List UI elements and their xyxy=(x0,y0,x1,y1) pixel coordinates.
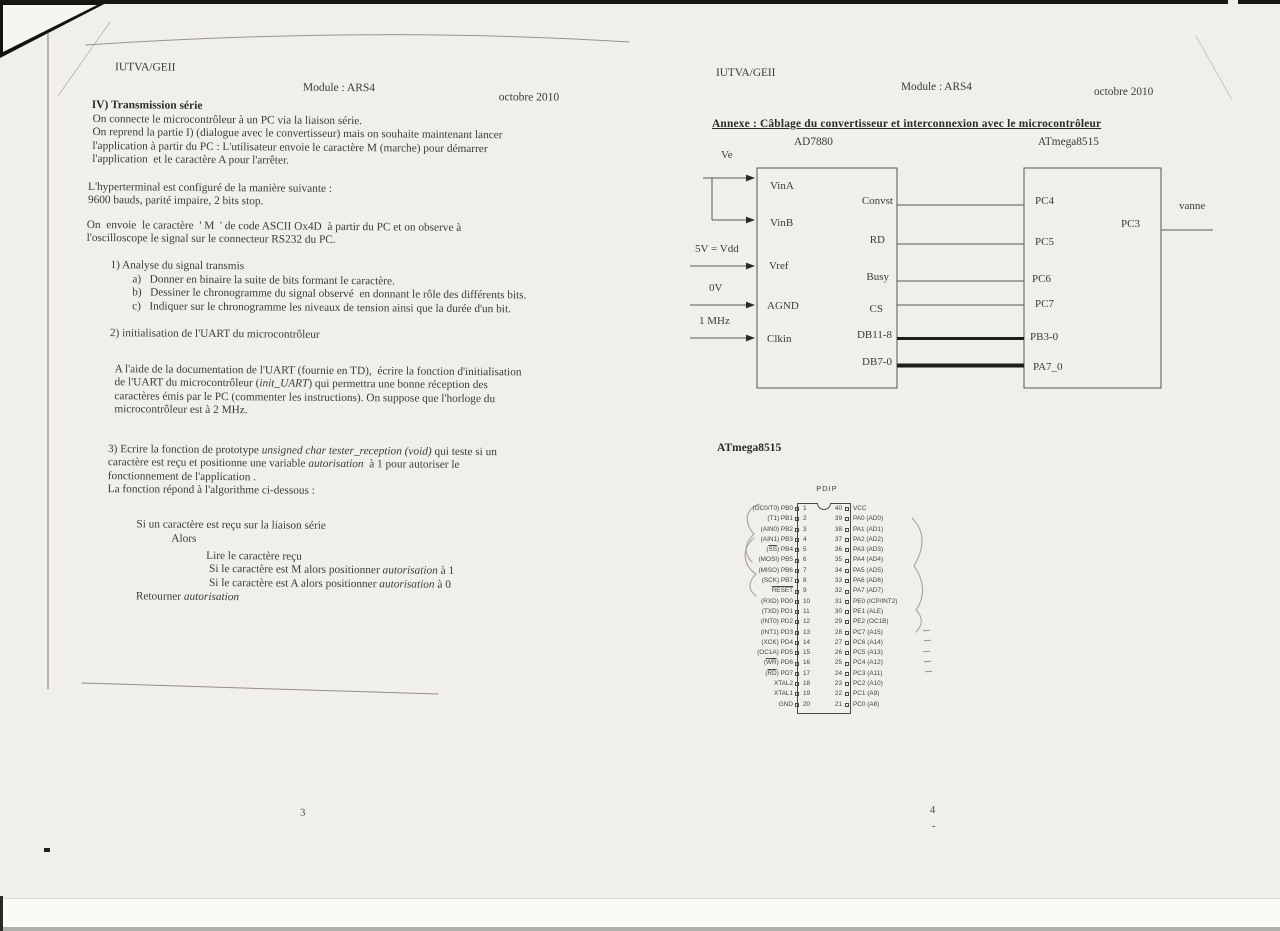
pin-label-right: PE0 (ICP/INT2) xyxy=(853,597,898,605)
pin-label-left: (AIN0) PB2 xyxy=(760,525,793,533)
pin-square-left xyxy=(795,528,799,532)
text-line: fonctionnement de l'application . xyxy=(107,469,257,484)
text-line: On envoie le caractère ' M ' de code ASCII Ox4D à partir du PC et on observe à xyxy=(86,218,462,234)
pin-label-left: $(\overline{WR})$ PD6 xyxy=(763,659,793,667)
pin-row xyxy=(735,597,990,607)
pin-square-left xyxy=(795,692,799,696)
pin-square-left xyxy=(795,548,799,552)
pin-square-left xyxy=(795,641,799,645)
pin-number-right: 35 xyxy=(834,556,842,564)
input-vdd-label: 5V = Vdd xyxy=(695,243,739,255)
pin-number-right: 23 xyxy=(834,679,842,687)
adc-name: AD7880 xyxy=(794,136,833,148)
text-line: l'application et le caractère A pour l'arrêter. xyxy=(92,153,289,167)
adc-pin-agnd: AGND xyxy=(767,300,799,312)
pin-label-right: PC5 (A13) xyxy=(853,649,883,657)
pin-number-right: 26 xyxy=(834,649,842,657)
arrowhead xyxy=(746,263,755,270)
pin-square-right xyxy=(845,662,849,666)
pin-label-right: PA2 (AD2) xyxy=(853,535,884,543)
pin-label-left: (INT0) PD2 xyxy=(760,618,793,626)
pin-number-right: 33 xyxy=(834,577,842,585)
pin-number-right: 40 xyxy=(834,504,842,512)
adc-pin-clkin: Clkin xyxy=(767,333,792,345)
pin-square-left xyxy=(795,682,799,686)
pin-number-left: 4 xyxy=(803,535,807,543)
pin-number-left: 5 xyxy=(803,546,807,554)
adc-pin-rd: RD xyxy=(869,234,885,246)
text-line: 9600 bauds, parité impaire, 2 bits stop. xyxy=(87,194,264,208)
text-line: On connecte le microcontrôleur à un PC via la liaison série. xyxy=(92,113,363,128)
pin-label-left: (RXD) PD0 xyxy=(761,597,793,605)
pin-row xyxy=(735,555,990,565)
pin-square-right xyxy=(845,620,849,624)
pin-number-right: 28 xyxy=(834,628,842,636)
pin-number-left: 11 xyxy=(803,607,810,615)
date-label: octobre 2010 xyxy=(498,91,560,104)
text-line: L'hyperterminal est configuré de la manière suivante : xyxy=(88,180,333,195)
org-label: IUTVA/GEII xyxy=(716,67,776,79)
pin-square-left xyxy=(795,590,799,594)
pin-number-right: 38 xyxy=(834,525,842,533)
module-label: Module : ARS4 xyxy=(302,81,376,95)
pin-label-left: (SCK) PB7 xyxy=(761,577,793,585)
pin-row xyxy=(735,648,990,658)
adc-pin-vinb: VinB xyxy=(770,217,794,229)
package-label: PDIP xyxy=(816,484,838,493)
pin-label-right: PC6 (A14) xyxy=(853,638,883,646)
text-line: Alors xyxy=(171,532,197,545)
pin-square-right xyxy=(845,600,849,604)
vanne-label: vanne xyxy=(1179,200,1206,212)
pin-square-right xyxy=(845,631,849,635)
pin-label-right: PC4 (A12) xyxy=(853,659,883,667)
pin-label-left: GND xyxy=(778,700,793,708)
pin-square-left xyxy=(795,651,799,655)
text-line: caractère est reçu et positionne une variable autorisation à 1 pour autoriser le xyxy=(107,456,460,472)
pin-square-left xyxy=(795,620,799,624)
pin-row xyxy=(735,504,990,514)
pin-row xyxy=(735,607,990,617)
pin-square-left xyxy=(795,610,799,614)
adc-pin-vref: Vref xyxy=(769,260,789,272)
pin-row xyxy=(735,638,990,648)
pin-square-left xyxy=(795,569,799,573)
pin-square-left xyxy=(795,579,799,583)
pin-number-left: 20 xyxy=(803,700,811,708)
adc-pin-cs: CS xyxy=(869,303,883,315)
pin-label-right: PC0 (A8) xyxy=(853,700,880,708)
pin-number-left: 18 xyxy=(803,679,811,687)
ve-wire xyxy=(703,178,746,220)
pin-square-right xyxy=(845,610,849,614)
pin-number-left: 19 xyxy=(803,690,811,698)
adc-pin-busy: Busy xyxy=(866,271,889,283)
org-label: IUTVA/GEII xyxy=(114,61,176,74)
pin-square-left xyxy=(795,538,799,542)
text-line: Si le caractère est A alors positionner autorisation à 0 xyxy=(208,577,451,592)
text-line: l'oscilloscope le signal sur le connecteur RS232 du PC. xyxy=(86,232,336,247)
text-line: Si un caractère est reçu sur la liaison série xyxy=(136,518,326,532)
text-line: a) Donner en binaire la suite de bits formant le caractère. xyxy=(132,273,395,288)
pin-label-left: (MISO) PB6 xyxy=(758,566,793,574)
text-line: On reprend la partie I) (dialogue avec le convertisseur) mais on souhaite maintenant lancer xyxy=(92,126,503,142)
pin-row xyxy=(735,669,990,679)
pin-label-left: (OC0/T0) PB0 xyxy=(752,504,793,512)
pin-row xyxy=(735,566,990,576)
pin-square-right xyxy=(845,682,849,686)
pin-row xyxy=(735,628,990,638)
pin-label-left: (T1) PB1 xyxy=(767,515,793,523)
text-line: 3) Ecrire la fonction de prototype unsigned char tester_reception (void) qui teste si un xyxy=(107,443,497,459)
page-number-left: 3 xyxy=(300,807,306,819)
pin-label-right: PC2 (A10) xyxy=(853,679,883,687)
pin-square-right xyxy=(845,559,849,563)
pin-label-right: PA6 (AD6) xyxy=(853,577,884,585)
pin-square-left xyxy=(795,631,799,635)
page-number-mark: - xyxy=(932,821,936,832)
adc-pin-convst: Convst xyxy=(861,195,893,207)
pin-square-right xyxy=(845,672,849,676)
pin-label-left: (TXD) PD1 xyxy=(761,607,793,615)
pin-label-right: PC7 (A15) xyxy=(853,628,883,636)
pin-number-right: 25 xyxy=(834,659,842,667)
input-ve-label: Ve xyxy=(721,149,733,161)
mcu-pin-pc3: PC3 xyxy=(1121,218,1140,230)
text-line: microcontrôleur est à 2 MHz. xyxy=(114,403,248,417)
pin-label-right: PA7 (AD7) xyxy=(853,587,884,595)
input-clk-label: 1 MHz xyxy=(699,315,730,327)
text-line: caractères émis par le PC (commenter les instructions). On suppose que l'horloge du xyxy=(114,390,496,406)
pin-number-left: 15 xyxy=(803,649,811,657)
pin-square-right xyxy=(845,569,849,573)
pin-label-left: (AIN1) PB3 xyxy=(760,535,793,543)
scan-left-sliver xyxy=(0,896,3,931)
pin-label-right: PA0 (AD0) xyxy=(853,515,884,523)
pin-square-right xyxy=(845,507,849,511)
pin-row xyxy=(735,576,990,586)
pin-number-right: 27 xyxy=(834,638,842,646)
pin-number-left: 14 xyxy=(803,638,811,646)
adc-pin-vina: VinA xyxy=(770,180,794,192)
pin-number-right: 37 xyxy=(834,535,842,543)
pin-row xyxy=(735,617,990,627)
pin-square-left xyxy=(795,507,799,511)
pin-label-right: VCC xyxy=(853,504,867,512)
adc-pin-db11-8: DB11-8 xyxy=(856,329,892,341)
pin-label-left: $(\overline{SS})$ PB4 xyxy=(766,546,793,554)
text-line: c) Indiquer sur le chronogramme les niveaux de tension ainsi que la durée d'un bit. xyxy=(132,300,511,316)
pin-label-right: PA3 (AD3) xyxy=(853,546,884,554)
pin-square-left xyxy=(795,559,799,563)
pin-number-left: 12 xyxy=(803,618,811,626)
pin-square-right xyxy=(845,703,849,707)
page-number-right: 4 xyxy=(930,805,936,816)
pin-number-left: 9 xyxy=(803,587,807,595)
pin-number-right: 32 xyxy=(834,587,842,595)
mcu-pin-pc7: PC7 xyxy=(1035,298,1054,310)
pinout-heading: ATmega8515 xyxy=(717,442,782,454)
pin-number-left: 3 xyxy=(803,525,807,533)
text-line: Si le caractère est M alors positionner autorisation à 1 xyxy=(209,563,455,578)
text-line: Retourner autorisation xyxy=(135,590,240,604)
wiring-diagram xyxy=(685,145,1230,405)
pin-label-right: PC3 (A11) xyxy=(853,669,883,677)
pin-square-left xyxy=(795,703,799,707)
pin-number-right: 21 xyxy=(834,700,842,708)
text-line: Lire le caractère reçu xyxy=(206,549,302,563)
mcu-pin-pa7-0: PA7_0 xyxy=(1033,361,1063,373)
mcu-pin-pc6: PC6 xyxy=(1032,273,1051,285)
question-2: 2) initialisation de l'UART du microcontrôleur xyxy=(109,327,320,341)
pin-number-right: 24 xyxy=(834,669,842,677)
pin-square-right xyxy=(845,579,849,583)
question-1: 1) Analyse du signal transmis xyxy=(110,259,245,273)
pin-square-right xyxy=(845,538,849,542)
pin-label-left: XTAL1 xyxy=(773,690,793,698)
annexe-title: Annexe : Câblage du convertisseur et interconnexion avec le microcontrôleur xyxy=(712,118,1102,130)
pin-row xyxy=(735,689,990,699)
pin-number-left: 16 xyxy=(803,659,811,667)
pin-label-left: RESET xyxy=(771,587,793,595)
pin-number-left: 1 xyxy=(803,504,807,512)
pin-square-right xyxy=(845,651,849,655)
arrowhead xyxy=(746,302,755,309)
pin-label-right: PA5 (AD5) xyxy=(853,566,884,574)
pin-number-left: 10 xyxy=(803,597,811,605)
pin-square-right xyxy=(845,517,849,521)
arrowhead xyxy=(746,217,755,224)
pin-row xyxy=(735,545,990,555)
pin-number-left: 17 xyxy=(803,669,811,677)
pin-square-left xyxy=(795,517,799,521)
adc-pin-db7-0: DB7-0 xyxy=(862,356,892,368)
pin-square-right xyxy=(845,590,849,594)
mcu-pin-pb3-0: PB3-0 xyxy=(1030,331,1059,343)
pin-row xyxy=(735,679,990,689)
pin-square-right xyxy=(845,528,849,532)
scan-bottom-edge xyxy=(0,927,1280,931)
date-label: octobre 2010 xyxy=(1094,86,1154,98)
pin-square-right xyxy=(845,548,849,552)
pin-row xyxy=(735,700,990,710)
pin-label-left: (OC1A) PD5 xyxy=(757,649,793,657)
pin-label-right: PA1 (AD1) xyxy=(853,525,884,533)
pin-number-right: 22 xyxy=(834,690,842,698)
pin-label-right: PA4 (AD4) xyxy=(853,556,884,564)
pin-number-right: 31 xyxy=(834,597,842,605)
text-line: La fonction répond à l'algorithme ci-dessous : xyxy=(107,483,315,497)
pin-row xyxy=(735,514,990,524)
pin-row xyxy=(735,535,990,545)
pin-row xyxy=(735,658,990,668)
pin-number-right: 36 xyxy=(834,546,842,554)
pin-number-left: 13 xyxy=(803,628,811,636)
input-gnd-label: 0V xyxy=(709,282,723,294)
pin-number-right: 39 xyxy=(834,515,842,523)
pin-row xyxy=(735,586,990,596)
section-title: IV) Transmission série xyxy=(91,99,203,112)
pin-number-right: 30 xyxy=(834,607,842,615)
pin-number-left: 8 xyxy=(803,577,807,585)
text-line: de l'UART du microcontrôleur (init_UART) qui permettra une bonne réception des xyxy=(114,376,488,392)
pin-number-left: 2 xyxy=(803,515,807,523)
text-line: A l'aide de la documentation de l'UART (fournie en TD), écrire la fonction d'initialisation xyxy=(114,363,522,379)
pin-label-left: (INT1) PD3 xyxy=(760,628,793,636)
pin-label-left: (MOSI) PB5 xyxy=(758,556,793,564)
pin-square-left xyxy=(795,600,799,604)
pin-square-right xyxy=(845,641,849,645)
pinout-rows xyxy=(735,504,990,710)
pin-square-right xyxy=(845,692,849,696)
pin-square-left xyxy=(795,672,799,676)
pin-number-left: 7 xyxy=(803,566,807,574)
arrowhead xyxy=(746,335,755,342)
module-label: Module : ARS4 xyxy=(901,81,972,93)
mcu-name: ATmega8515 xyxy=(1038,136,1099,148)
pin-label-right: PC1 (A9) xyxy=(853,690,880,698)
pin-label-right: PE2 (OC1B) xyxy=(853,618,889,626)
pdip-pinout xyxy=(735,483,990,731)
pin-label-right: PE1 (ALE) xyxy=(853,607,884,615)
pin-row xyxy=(735,525,990,535)
pin-label-left: XTAL2 xyxy=(773,679,793,687)
arrowhead xyxy=(746,175,755,182)
text-line: l'application à partir du PC : L'utilisateur envoie le caractère M (marche) pour démarrer xyxy=(92,139,488,155)
pin-number-right: 34 xyxy=(834,566,842,574)
pin-number-left: 6 xyxy=(803,556,807,564)
text-line: b) Dessiner le chronogramme du signal observé en donnant le rôle des différents bits. xyxy=(132,286,527,302)
mcu-pin-pc5: PC5 xyxy=(1035,236,1054,248)
pin-label-left: (XCK) PD4 xyxy=(761,638,793,646)
pin-number-right: 29 xyxy=(834,618,842,626)
pin-square-left xyxy=(795,662,799,666)
mcu-pin-pc4: PC4 xyxy=(1035,195,1054,207)
pin-label-left: $(\overline{RD})$ PD7 xyxy=(765,669,793,677)
